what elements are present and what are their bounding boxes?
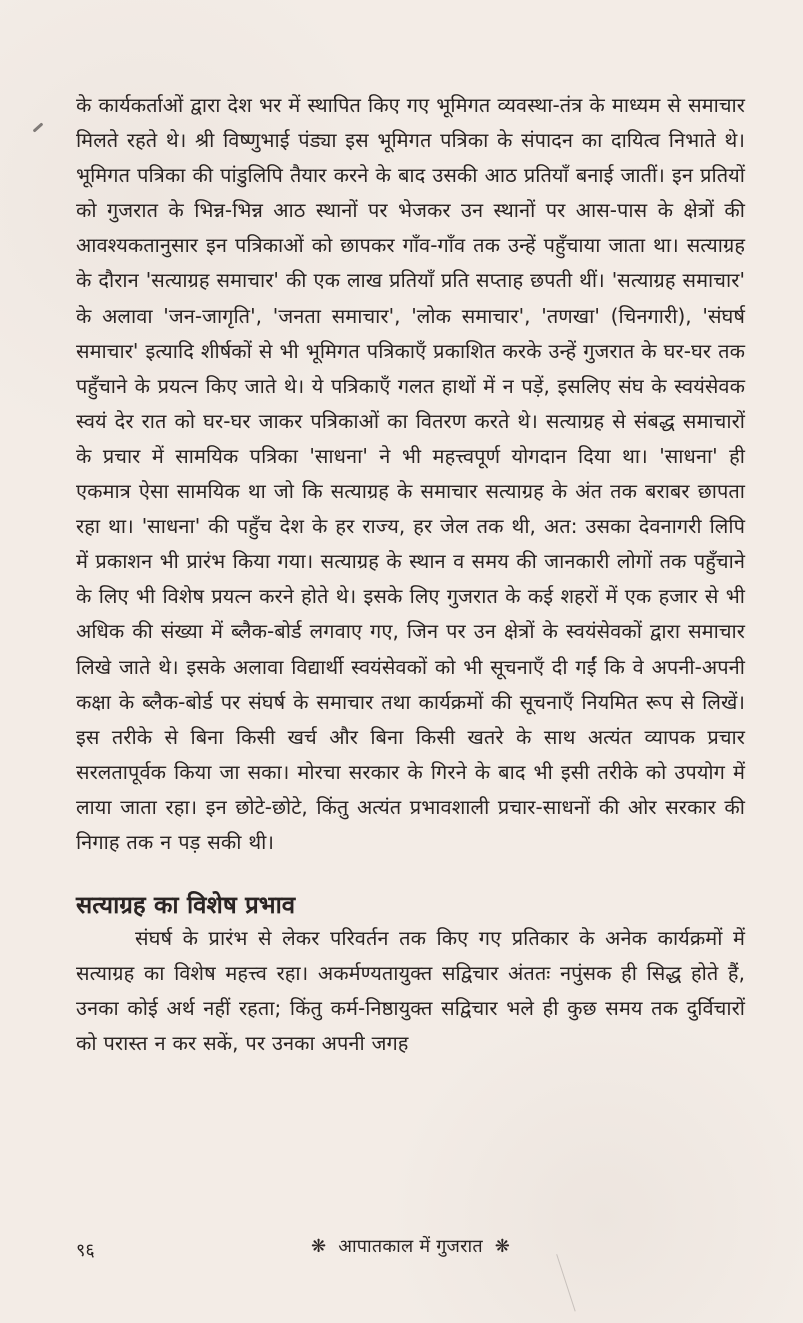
- page-footer: [76, 1234, 745, 1264]
- book-title: आपातकाल में गुजरात: [338, 1236, 483, 1257]
- margin-pen-mark: [33, 122, 44, 132]
- body-paragraph-2: संघर्ष के प्रारंभ से लेकर परिवर्तन तक किए गए प्रतिकार के अनेक कार्यक्रमों में सत्याग्रह का विशेष महत्त्व रहा। अकर्मण्यतायुक्त सद्विचार अंततः नपुंसक ही सिद्ध होते हैं, उनका कोई अर्थ नहीं रहता; किंतु कर्म-निष्ठायुक्त सद्विचार भले ही कुछ समय तक दुर्विचारों को परास्त न कर सकें, पर उनका अपनी जगह: [76, 926, 745, 1056]
- right-star-ornament: ❋: [494, 1236, 511, 1257]
- left-star-ornament: ❋: [310, 1236, 327, 1257]
- section-heading: सत्याग्रह का विशेष प्रभाव: [76, 891, 296, 920]
- body-paragraph-1: के कार्यकर्ताओं द्वारा देश भर में स्थापित किए गए भूमिगत व्यवस्था-तंत्र के माध्यम से समाचार मिलते रहते थे। श्री विष्णुभाई पंड्या इस भूमिगत पत्रिका के संपादन का दायित्व निभाते थे। भूमिगत पत्रिका की पांडुलिपि तैयार करने के बाद उसकी आठ प्रतियाँ बनाई जातीं। इन प्रतियों को गुजरात के भिन्न-भिन्न आठ स्थानों पर भेजकर उन स्थानों पर आस-पास के क्षेत्रों की आवश्यकतानुसार इन पत्रिकाओं को छापकर गाँव-गाँव तक उन्हें पहुँचाया जाता था। सत्याग्रह के दौरान 'सत्याग्रह समाचार' की एक लाख प्रतियाँ प्रति सप्ताह छपती थीं। 'सत्याग्रह समाचार' के अलावा 'जन-जागृति', 'जनता समाचार', 'लोक समाचार', 'तणखा' (चिनगारी), 'संघर्ष समाचार' इत्यादि शीर्षकों से भी भूमिगत पत्रिकाएँ प्रकाशित करके उन्हें गुजरात के घर-घर तक पहुँचाने के प्रयत्न किए जाते थे। ये पत्रिकाएँ गलत हाथों में न पड़ें, इसलिए संघ के स्वयंसेवक स्वयं देर रात को घर-घर जाकर पत्रिकाओं का वितरण करते थे। सत्याग्रह से संबद्ध समाचारों के प्रचार में सामयिक पत्रिका 'साधना' ने भी महत्त्वपूर्ण योगदान दिया था। 'साधना' ही एकमात्र ऐसा सामयिक था जो कि सत्याग्रह के समाचार सत्याग्रह के अंत तक बराबर छापता रहा था। 'साधना' की पहुँच देश के हर राज्य, हर जेल तक थी, अत: उसका देवनागरी लिपि में प्रकाशन भी प्रारंभ किया गया। सत्याग्रह के स्थान व समय की जानकारी लोगों तक पहुँचाने के लिए भी विशेष प्रयत्न करने होते थे। इसके लिए गुजरात के कई शहरों में एक हजार से भी अधिक की संख्या में ब्लैक-बोर्ड लगवाए गए, जिन पर उन क्षेत्रों के स्वयंसेवकों द्वारा समाचार लिखे जाते थे। इसके अलावा विद्यार्थी स्वयंसेवकों को भी सूचनाएँ दी गईं कि वे अपनी-अपनी कक्षा के ब्लैक-बोर्ड पर संघर्ष के समाचार तथा कार्यक्रमों की सूचनाएँ नियमित रूप से लिखें। इस तरीके से बिना किसी खर्च और बिना किसी खतरे के साथ अत्यंत व्यापक प्रचार सरलतापूर्वक किया जा सका। मोरचा सरकार के गिरने के बाद भी इसी तरीके को उपयोग में लाया जाता रहा। इन छोटे-छोटे, किंतु अत्यंत प्रभावशाली प्रचार-साधनों की ओर सरकार की निगाह तक न पड़ सकी थी।: [76, 93, 745, 854]
- running-footer: [76, 1234, 745, 1258]
- page-number: ९६: [76, 1240, 95, 1261]
